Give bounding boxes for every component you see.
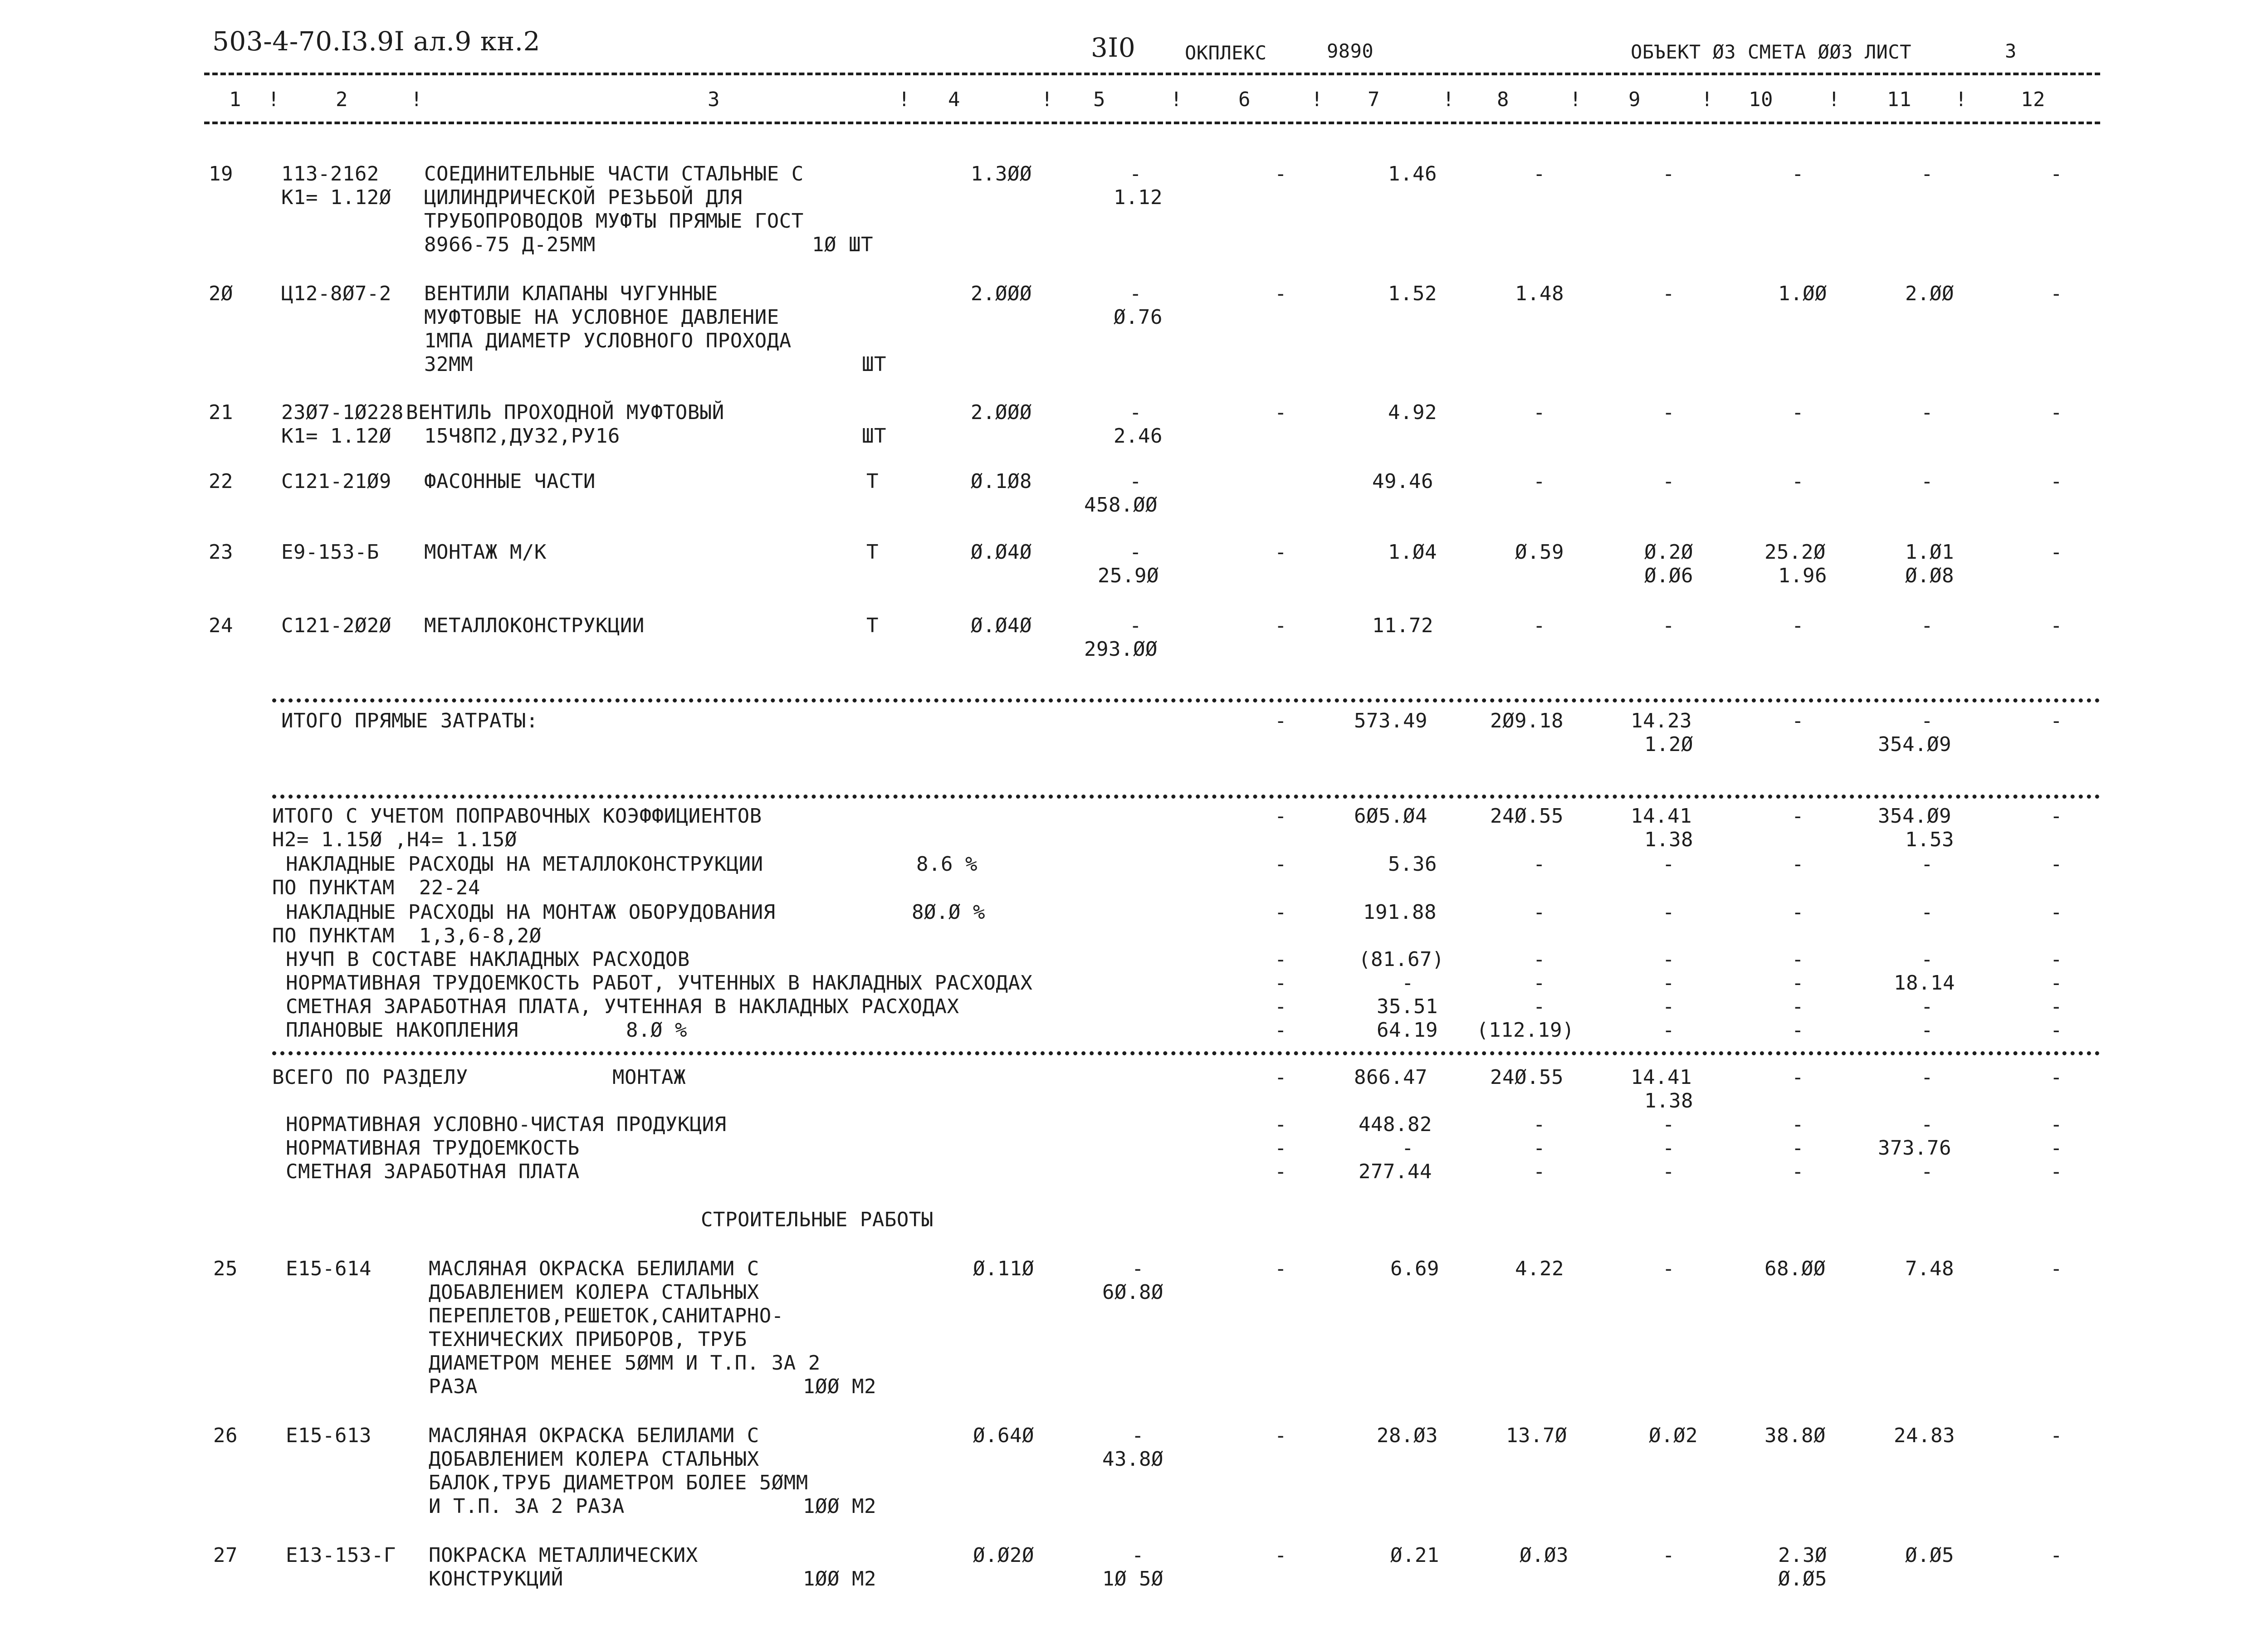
overhead-label: ПЛАНОВЫЕ НАКОПЛЕНИЯ xyxy=(286,1019,518,1042)
unit-cost: 1Ø 5Ø xyxy=(1102,1567,1163,1590)
value-col9: - xyxy=(1662,1257,1675,1280)
item-unit: 1Ø ШТ xyxy=(812,233,873,256)
item-description: ДОБАВЛЕНИЕМ КОЛЕРА СТАЛЬНЫХ xyxy=(429,1281,759,1304)
value-col6: - xyxy=(1275,853,1287,876)
value-col9: - xyxy=(1662,282,1675,305)
value-col9: 1.2Ø xyxy=(1644,733,1693,756)
value-col10: - xyxy=(1792,1136,1804,1160)
value-col8: - xyxy=(1533,470,1545,493)
value-col7: 1.Ø4 xyxy=(1388,541,1437,564)
overhead-percent: 8Ø.Ø % xyxy=(912,901,985,924)
unit-cost: 293.ØØ xyxy=(1084,638,1158,661)
item-unit: ШТ xyxy=(862,353,886,376)
document-reference: 503-4-70.I3.9I ал.9 кн.2 xyxy=(212,26,540,57)
value-col12: - xyxy=(2050,1424,2063,1447)
value-col11: - xyxy=(1921,901,1933,924)
overhead-label: НАКЛАДНЫЕ РАСХОДЫ НА МОНТАЖ ОБОРУДОВАНИЯ xyxy=(286,901,776,924)
value-col6: - xyxy=(1275,1160,1287,1183)
value-col12: - xyxy=(2050,995,2063,1018)
col-3: 3 xyxy=(708,88,720,111)
value-col9: Ø.Ø6 xyxy=(1644,564,1693,587)
col-sep: ! xyxy=(1442,88,1455,111)
value-col9: 14.41 xyxy=(1631,805,1692,828)
rate-code: 23Ø7-1Ø228 xyxy=(281,401,404,424)
value-col12: - xyxy=(2050,1136,2063,1160)
value-col6: - xyxy=(1275,282,1287,305)
value-col8: Ø.Ø3 xyxy=(1520,1544,1569,1567)
value-col7: 35.51 xyxy=(1377,995,1438,1018)
item-description: ТРУБОПРОВОДОВ МУФТЫ ПРЯМЫЕ ГОСТ xyxy=(424,210,804,233)
value-col12: - xyxy=(2050,853,2063,876)
item-description: КОНСТРУКЦИЙ xyxy=(429,1567,563,1590)
rate-code: С121-21Ø9 xyxy=(281,470,391,493)
dotted-separator xyxy=(272,1051,2100,1055)
value-col8: - xyxy=(1533,1113,1545,1136)
value-col6: - xyxy=(1275,401,1287,424)
value-col8: - xyxy=(1533,401,1545,424)
value-col10: 68.ØØ xyxy=(1765,1257,1826,1280)
value-col10: 2.3Ø xyxy=(1778,1544,1827,1567)
row-number: 19 xyxy=(209,162,233,185)
value-col11: - xyxy=(1921,1066,1933,1089)
section-name: МОНТАЖ xyxy=(612,1066,686,1089)
rate-code: Е13-153-Г xyxy=(286,1544,396,1567)
value-col9: - xyxy=(1662,1544,1675,1567)
value-col7: 191.88 xyxy=(1363,901,1437,924)
item-description: 1МПА ДИАМЕТР УСЛОВНОГО ПРОХОДА xyxy=(424,329,792,352)
value-col10: 1.ØØ xyxy=(1778,282,1827,305)
value-col8: 2Ø9.18 xyxy=(1490,709,1564,732)
col-sep: ! xyxy=(1311,88,1323,111)
row-number: 27 xyxy=(213,1544,238,1567)
value-col11: - xyxy=(1921,1160,1933,1183)
value-col6: - xyxy=(1275,1019,1287,1042)
value-col7: 6Ø5.Ø4 xyxy=(1354,805,1427,828)
value-col7: 49.46 xyxy=(1372,470,1433,493)
item-description: ПЕРЕПЛЕТОВ,РЕШЕТОК,САНИТАРНО- xyxy=(429,1304,784,1327)
col-8: 8 xyxy=(1497,88,1509,111)
value-col10: - xyxy=(1792,162,1804,185)
col-9: 9 xyxy=(1628,88,1641,111)
value-col8: - xyxy=(1533,853,1545,876)
overhead-label: НУЧП В СОСТАВЕ НАКЛАДНЫХ РАСХОДОВ xyxy=(286,948,690,971)
value-col8: 4.22 xyxy=(1515,1257,1564,1280)
value-col6: - xyxy=(1275,1257,1287,1280)
value-col12: - xyxy=(2050,162,2063,185)
value-col6: - xyxy=(1275,614,1287,637)
value-col6: - xyxy=(1275,162,1287,185)
value-col11: 7.48 xyxy=(1905,1257,1954,1280)
value-col6: - xyxy=(1275,995,1287,1018)
overhead-label: НАКЛАДНЫЕ РАСХОДЫ НА МЕТАЛЛОКОНСТРУКЦИИ xyxy=(286,853,763,876)
value-col8: - xyxy=(1533,1136,1545,1160)
value-col10: Ø.Ø5 xyxy=(1778,1567,1827,1590)
item-description: МАСЛЯНАЯ ОКРАСКА БЕЛИЛАМИ С xyxy=(429,1424,759,1447)
item-description: ДИАМЕТРОМ МЕНЕЕ 5ØММ И Т.П. ЗА 2 xyxy=(429,1351,821,1375)
value-col9: 14.23 xyxy=(1631,709,1692,732)
item-description: 8966-75 Д-25ММ xyxy=(424,233,596,256)
value-col9: 1.38 xyxy=(1644,1089,1693,1112)
row-number: 23 xyxy=(209,541,233,564)
value-col10: 1.96 xyxy=(1778,564,1827,587)
item-description: ФАСОННЫЕ ЧАСТИ xyxy=(424,470,596,493)
unit-cost: 458.ØØ xyxy=(1084,493,1158,517)
value-col11: 1.53 xyxy=(1905,828,1954,851)
value-col7: (81.67) xyxy=(1359,948,1444,971)
value-col6: - xyxy=(1275,901,1287,924)
dotted-separator xyxy=(272,795,2100,799)
rate-code: С121-2Ø2Ø xyxy=(281,614,391,637)
value-col10: - xyxy=(1792,401,1804,424)
col-10: 10 xyxy=(1749,88,1773,111)
value-col11: 354.Ø9 xyxy=(1878,733,1951,756)
item-description: 32ММ xyxy=(424,353,473,376)
col-sep: ! xyxy=(1170,88,1183,111)
item-description: ПОКРАСКА МЕТАЛЛИЧЕСКИХ xyxy=(429,1544,698,1567)
unit-cost: - xyxy=(1129,162,1142,185)
col-sep: ! xyxy=(411,88,423,111)
item-description: ЦИЛИНДРИЧЕСКОЙ РЕЗЬБОЙ ДЛЯ xyxy=(424,186,743,209)
row-number: 2Ø xyxy=(209,282,233,305)
value-col12: - xyxy=(2050,614,2063,637)
coefficients: Н2= 1.15Ø ,Н4= 1.15Ø xyxy=(272,828,517,851)
col-sep: ! xyxy=(1041,88,1053,111)
value-col7: 448.82 xyxy=(1359,1113,1432,1136)
value-col10: 38.8Ø xyxy=(1765,1424,1826,1447)
value-col11: - xyxy=(1921,995,1933,1018)
quantity: Ø.64Ø xyxy=(973,1424,1034,1447)
complex-number: 9890 xyxy=(1327,40,1374,62)
value-col10: - xyxy=(1792,805,1804,828)
col-12: 12 xyxy=(2021,88,2045,111)
value-col7: 573.49 xyxy=(1354,709,1427,732)
item-unit: ШТ xyxy=(862,424,886,448)
value-col9: - xyxy=(1662,1136,1675,1160)
col-sep: ! xyxy=(268,88,280,111)
item-description: МАСЛЯНАЯ ОКРАСКА БЕЛИЛАМИ С xyxy=(429,1257,759,1280)
value-col12: - xyxy=(2050,805,2063,828)
value-col12: - xyxy=(2050,709,2063,732)
value-col6: - xyxy=(1275,1424,1287,1447)
row-number: 24 xyxy=(209,614,233,637)
item-description: 15Ч8П2,ДУ32,РУ16 xyxy=(424,424,620,448)
quantity: Ø.Ø4Ø xyxy=(971,541,1032,564)
value-col7: 1.52 xyxy=(1388,282,1437,305)
unit-cost: - xyxy=(1129,614,1142,637)
dotted-separator xyxy=(272,698,2100,702)
item-unit: 1ØØ М2 xyxy=(803,1567,876,1590)
rate-code: 113-2162 xyxy=(281,162,379,185)
value-col12: - xyxy=(2050,1544,2063,1567)
quantity: Ø.1Ø8 xyxy=(971,470,1032,493)
item-description: БАЛОК,ТРУБ ДИАМЕТРОМ БОЛЕЕ 5ØММ xyxy=(429,1471,808,1494)
value-col10: - xyxy=(1792,470,1804,493)
unit-cost: 2.46 xyxy=(1114,424,1163,448)
col-4: 4 xyxy=(948,88,960,111)
summary-label: НОРМАТИВНАЯ УСЛОВНО-ЧИСТАЯ ПРОДУКЦИЯ xyxy=(286,1113,727,1136)
item-unit: Т xyxy=(866,470,879,493)
value-col8: 1.48 xyxy=(1515,282,1564,305)
value-col11: - xyxy=(1921,1019,1933,1042)
value-col9: - xyxy=(1662,1113,1675,1136)
section-total-label: ВСЕГО ПО РАЗДЕЛУ xyxy=(272,1066,468,1089)
col-sep: ! xyxy=(1701,88,1713,111)
overhead-items: ПО ПУНКТАМ 1,3,6-8,2Ø xyxy=(272,924,542,947)
value-col7: 64.19 xyxy=(1377,1019,1438,1042)
value-col8: - xyxy=(1533,971,1545,995)
quantity: Ø.Ø2Ø xyxy=(973,1544,1034,1567)
value-col6: - xyxy=(1275,1136,1287,1160)
header-rule-top xyxy=(204,73,2100,75)
col-7: 7 xyxy=(1368,88,1380,111)
rate-code: Е15-613 xyxy=(286,1424,371,1447)
row-number: 25 xyxy=(213,1257,238,1280)
header-rule-bottom xyxy=(204,122,2100,124)
value-col11: Ø.Ø8 xyxy=(1905,564,1954,587)
value-col6: - xyxy=(1275,541,1287,564)
rate-coefficient: К1= 1.12Ø xyxy=(281,424,391,448)
item-description: И Т.П. ЗА 2 РАЗА xyxy=(429,1495,625,1518)
unit-cost: 6Ø.8Ø xyxy=(1102,1281,1163,1304)
value-col8: - xyxy=(1533,948,1545,971)
value-col10: - xyxy=(1792,901,1804,924)
value-col12: - xyxy=(2050,1257,2063,1280)
value-col10: - xyxy=(1792,995,1804,1018)
adjusted-total-label: ИТОГО С УЧЕТОМ ПОПРАВОЧНЫХ КОЭФФИЦИЕНТОВ xyxy=(272,805,762,828)
value-col8: 24Ø.55 xyxy=(1490,805,1564,828)
unit-cost: - xyxy=(1132,1544,1144,1567)
value-col9: - xyxy=(1662,614,1675,637)
value-col10: - xyxy=(1792,1160,1804,1183)
col-2: 2 xyxy=(336,88,348,111)
value-col10: - xyxy=(1792,1113,1804,1136)
unit-cost: 43.8Ø xyxy=(1102,1448,1163,1471)
overhead-label: НОРМАТИВНАЯ ТРУДОЕМКОСТЬ РАБОТ, УЧТЕННЫХ В НАКЛАДНЫХ РАСХОДАХ xyxy=(286,971,1033,995)
value-col7: - xyxy=(1402,971,1414,995)
unit-cost: - xyxy=(1129,282,1142,305)
value-col11: 24.83 xyxy=(1894,1424,1955,1447)
item-description: МОНТАЖ М/К xyxy=(424,541,547,564)
value-col9: - xyxy=(1662,901,1675,924)
value-col12: - xyxy=(2050,948,2063,971)
value-col6: - xyxy=(1275,1066,1287,1089)
value-col11: - xyxy=(1921,1113,1933,1136)
value-col11: 354.Ø9 xyxy=(1878,805,1951,828)
value-col11: 373.76 xyxy=(1878,1136,1951,1160)
value-col11: Ø.Ø5 xyxy=(1905,1544,1954,1567)
col-1: 1 xyxy=(229,88,241,111)
value-col12: - xyxy=(2050,1113,2063,1136)
value-col6: - xyxy=(1275,1544,1287,1567)
value-col9: - xyxy=(1662,971,1675,995)
value-col10: - xyxy=(1792,948,1804,971)
value-col11: - xyxy=(1921,614,1933,637)
overhead-items: ПО ПУНКТАМ 22-24 xyxy=(272,876,480,899)
value-col12: - xyxy=(2050,470,2063,493)
value-col9: Ø.Ø2 xyxy=(1649,1424,1698,1447)
summary-label: НОРМАТИВНАЯ ТРУДОЕМКОСТЬ xyxy=(286,1136,580,1160)
unit-cost: - xyxy=(1132,1424,1144,1447)
value-col7: 4.92 xyxy=(1388,401,1437,424)
unit-cost: Ø.76 xyxy=(1114,306,1163,329)
quantity: Ø.11Ø xyxy=(973,1257,1034,1280)
value-col9: - xyxy=(1662,853,1675,876)
item-description: ВЕНТИЛИ КЛАПАНЫ ЧУГУННЫЕ xyxy=(424,282,718,305)
overhead-percent: 8.6 % xyxy=(916,853,978,876)
value-col11: - xyxy=(1921,948,1933,971)
rate-code: Е15-614 xyxy=(286,1257,371,1280)
value-col6: - xyxy=(1275,709,1287,732)
value-col8: - xyxy=(1533,901,1545,924)
value-col8: Ø.59 xyxy=(1515,541,1564,564)
value-col12: - xyxy=(2050,401,2063,424)
value-col7: 6.69 xyxy=(1390,1257,1439,1280)
quantity: 2.ØØØ xyxy=(971,282,1032,305)
col-sep: ! xyxy=(1569,88,1582,111)
item-description: ТЕХНИЧЕСКИХ ПРИБОРОВ, ТРУБ xyxy=(429,1328,747,1351)
page-number: 3I0 xyxy=(1091,32,1136,63)
value-col10: - xyxy=(1792,853,1804,876)
sheet-number: 3 xyxy=(2005,40,2017,62)
value-col8: - xyxy=(1533,162,1545,185)
overhead-percent: 8.Ø % xyxy=(626,1019,687,1042)
item-description: МУФТОВЫЕ НА УСЛОВНОЕ ДАВЛЕНИЕ xyxy=(424,306,779,329)
value-col12: - xyxy=(2050,282,2063,305)
summary-label: СМЕТНАЯ ЗАРАБОТНАЯ ПЛАТА xyxy=(286,1160,580,1183)
rate-code: Ц12-8Ø7-2 xyxy=(281,282,391,305)
row-number: 22 xyxy=(209,470,233,493)
value-col7: 866.47 xyxy=(1354,1066,1427,1089)
rate-coefficient: К1= 1.12Ø xyxy=(281,186,391,209)
quantity: 2.ØØØ xyxy=(971,401,1032,424)
value-col11: - xyxy=(1921,853,1933,876)
value-col9: Ø.2Ø xyxy=(1644,541,1693,564)
value-col12: - xyxy=(2050,901,2063,924)
value-col12: - xyxy=(2050,541,2063,564)
value-col7: 277.44 xyxy=(1359,1160,1432,1183)
item-unit: Т xyxy=(866,614,879,637)
value-col12: - xyxy=(2050,1066,2063,1089)
row-number: 26 xyxy=(213,1424,238,1447)
value-col10: - xyxy=(1792,709,1804,732)
col-11: 11 xyxy=(1887,88,1911,111)
value-col9: - xyxy=(1662,162,1675,185)
col-6: 6 xyxy=(1238,88,1251,111)
overhead-label: СМЕТНАЯ ЗАРАБОТНАЯ ПЛАТА, УЧТЕННАЯ В НАКЛАДНЫХ РАСХОДАХ xyxy=(286,995,959,1018)
value-col11: 18.14 xyxy=(1894,971,1955,995)
item-unit: Т xyxy=(866,541,879,564)
value-col9: - xyxy=(1662,995,1675,1018)
value-col11: 2.ØØ xyxy=(1905,282,1954,305)
unit-cost: - xyxy=(1132,1257,1144,1280)
value-col8: (112.19) xyxy=(1476,1019,1574,1042)
value-col9: 14.41 xyxy=(1631,1066,1692,1089)
item-description: РАЗА xyxy=(429,1375,478,1398)
value-col9: - xyxy=(1662,1019,1675,1042)
value-col6: - xyxy=(1275,948,1287,971)
value-col10: - xyxy=(1792,971,1804,995)
col-sep: ! xyxy=(1828,88,1840,111)
value-col7: 5.36 xyxy=(1388,853,1437,876)
unit-cost: 1.12 xyxy=(1114,186,1163,209)
item-description: МЕТАЛЛОКОНСТРУКЦИИ xyxy=(424,614,645,637)
value-col9: - xyxy=(1662,948,1675,971)
value-col10: - xyxy=(1792,1019,1804,1042)
value-col9: - xyxy=(1662,470,1675,493)
value-col9: - xyxy=(1662,1160,1675,1183)
value-col6: - xyxy=(1275,971,1287,995)
total-label: ИТОГО ПРЯМЫЕ ЗАТРАТЫ: xyxy=(281,709,538,732)
col-5: 5 xyxy=(1093,88,1105,111)
value-col6: - xyxy=(1275,805,1287,828)
unit-cost: 25.9Ø xyxy=(1098,564,1159,587)
value-col11: - xyxy=(1921,709,1933,732)
item-unit: 1ØØ М2 xyxy=(803,1375,876,1398)
rate-code: Е9-153-Б xyxy=(281,541,379,564)
col-sep: ! xyxy=(1955,88,1967,111)
value-col11: 1.Ø1 xyxy=(1905,541,1954,564)
value-col7: 28.Ø3 xyxy=(1377,1424,1438,1447)
value-col11: - xyxy=(1921,162,1933,185)
value-col11: - xyxy=(1921,470,1933,493)
value-col10: - xyxy=(1792,614,1804,637)
value-col8: - xyxy=(1533,1160,1545,1183)
item-description: ДОБАВЛЕНИЕМ КОЛЕРА СТАЛЬНЫХ xyxy=(429,1448,759,1471)
value-col9: 1.38 xyxy=(1644,828,1693,851)
item-description: СОЕДИНИТЕЛЬНЫЕ ЧАСТИ СТАЛЬНЫЕ С xyxy=(424,162,804,185)
complex-label: ОКПЛЕКС xyxy=(1185,42,1267,64)
value-col6: - xyxy=(1275,1113,1287,1136)
value-col10: 25.2Ø xyxy=(1765,541,1826,564)
value-col9: - xyxy=(1662,401,1675,424)
col-sep: ! xyxy=(898,88,910,111)
item-unit: 1ØØ М2 xyxy=(803,1495,876,1518)
object-estimate-label: ОБЪЕКТ Ø3 СМЕТА ØØ3 ЛИСТ xyxy=(1631,41,1911,63)
quantity: 1.3ØØ xyxy=(971,162,1032,185)
value-col7: 11.72 xyxy=(1372,614,1433,637)
section-title: СТРОИТЕЛЬНЫЕ РАБОТЫ xyxy=(701,1208,934,1231)
value-col8: 13.7Ø xyxy=(1506,1424,1567,1447)
value-col8: - xyxy=(1533,614,1545,637)
unit-cost: - xyxy=(1129,401,1142,424)
unit-cost: - xyxy=(1129,470,1142,493)
value-col11: - xyxy=(1921,401,1933,424)
value-col7: 1.46 xyxy=(1388,162,1437,185)
value-col7: - xyxy=(1402,1136,1414,1160)
quantity: Ø.Ø4Ø xyxy=(971,614,1032,637)
value-col8: - xyxy=(1533,995,1545,1018)
row-number: 21 xyxy=(209,401,233,424)
value-col7: Ø.21 xyxy=(1390,1544,1439,1567)
value-col8: 24Ø.55 xyxy=(1490,1066,1564,1089)
value-col12: - xyxy=(2050,1019,2063,1042)
value-col10: - xyxy=(1792,1066,1804,1089)
unit-cost: - xyxy=(1129,541,1142,564)
value-col12: - xyxy=(2050,1160,2063,1183)
item-description: ВЕНТИЛЬ ПРОХОДНОЙ МУФТОВЫЙ xyxy=(406,401,724,424)
value-col12: - xyxy=(2050,971,2063,995)
